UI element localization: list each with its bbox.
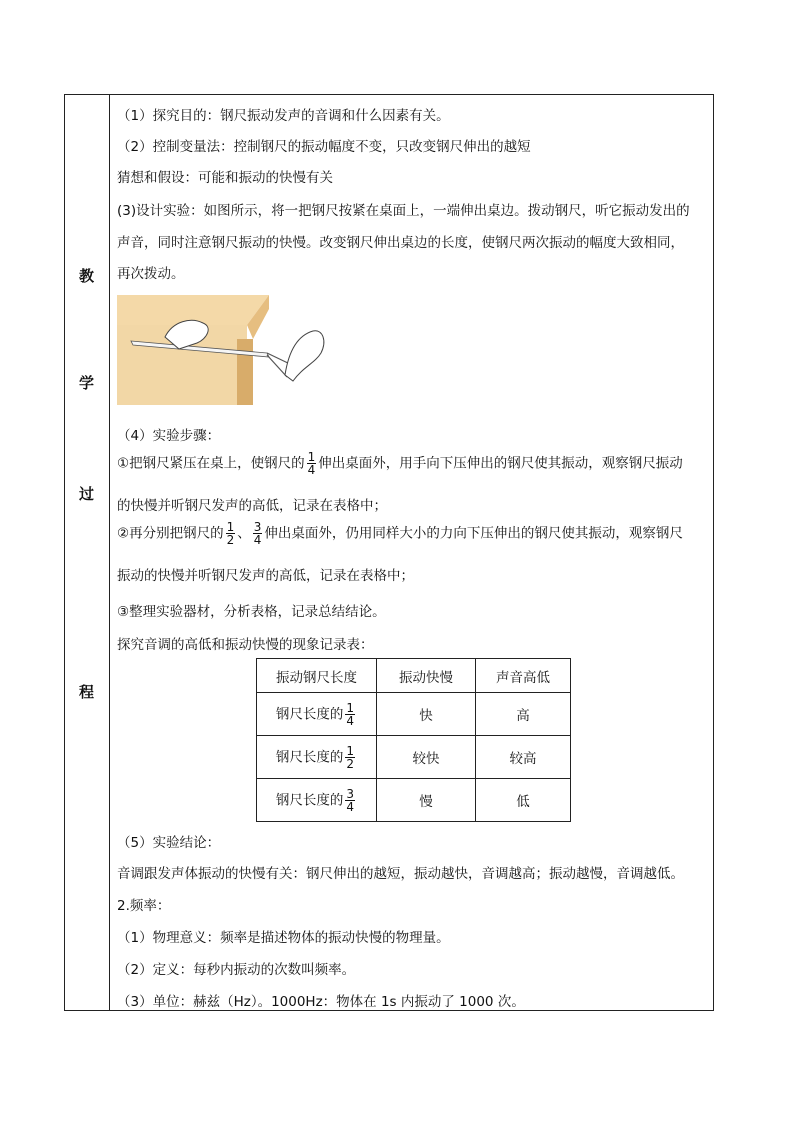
text-line: 声音，同时注意钢尺振动的快慢。改变钢尺伸出桌边的长度，使钢尺两次振动的幅度大致相同， bbox=[117, 235, 684, 251]
length-cell: 钢尺长度的 $\frac{1}{4}$ bbox=[257, 693, 377, 736]
text-line: （3）单位：赫兹（Hz）。1000Hz：物体在 1s 内振动了 1000 次。 bbox=[117, 994, 525, 1010]
speed-cell: 快 bbox=[377, 693, 476, 736]
side-label-xue: 学 bbox=[78, 374, 94, 392]
header-cell: 振动快慢 bbox=[377, 659, 476, 693]
text-line: 探究音调的高低和振动快慢的现象记录表： bbox=[117, 637, 374, 653]
right-hand bbox=[285, 331, 324, 381]
table-row bbox=[257, 736, 571, 779]
fraction-one-half: $\frac{1}{2}$ bbox=[226, 520, 235, 547]
text-line: 振动的快慢并听钢尺发声的高低，记录在表格中； bbox=[117, 568, 414, 584]
pitch-record-table bbox=[256, 658, 571, 822]
text-line: 的快慢并听钢尺发声的高低，记录在表格中； bbox=[117, 498, 387, 514]
side-label-jiao: 教 bbox=[78, 267, 94, 285]
header-cell: 振动钢尺长度 bbox=[257, 659, 377, 693]
text-line: （5）实验结论： bbox=[117, 835, 221, 851]
text-line: （2）控制变量法：控制钢尺的振动幅度不变，只改变钢尺伸出的越短 bbox=[117, 139, 531, 155]
column-divider bbox=[109, 94, 110, 1011]
table-header-row bbox=[257, 659, 571, 693]
fraction-three-quarters: $\frac{3}{4}$ bbox=[253, 520, 262, 547]
speed-cell: 慢 bbox=[377, 779, 476, 822]
text-line: 2.频率： bbox=[117, 898, 171, 914]
length-cell: 钢尺长度的 $\frac{3}{4}$ bbox=[257, 779, 377, 822]
pitch-cell: 低 bbox=[476, 779, 571, 822]
step-1-line: ①把钢尺紧压在桌上，使钢尺的 $\frac{1}{4}$ 伸出桌面外，用手向下压伸出的钢尺使其振动，观察钢尺振动 bbox=[117, 450, 683, 477]
text-line: （2）定义：每秒内振动的次数叫频率。 bbox=[117, 962, 356, 978]
text-line: （4）实验步骤： bbox=[117, 428, 221, 444]
text-line: （1）物理意义：频率是描述物体的振动快慢的物理量。 bbox=[117, 930, 450, 946]
pitch-cell: 高 bbox=[476, 693, 571, 736]
text-line: 猜想和假设：可能和振动的快慢有关 bbox=[117, 170, 333, 186]
text-line: 音调跟发声体振动的快慢有关：钢尺伸出的越短，振动越快，音调越高；振动越慢，音调越低。 bbox=[117, 866, 684, 882]
side-label-guo: 过 bbox=[78, 485, 94, 503]
header-cell: 声音高低 bbox=[476, 659, 571, 693]
table-row bbox=[257, 693, 571, 736]
length-cell: 钢尺长度的 $\frac{1}{2}$ bbox=[257, 736, 377, 779]
pitch-cell: 较高 bbox=[476, 736, 571, 779]
table-row bbox=[257, 779, 571, 822]
text-line: ③整理实验器材，分析表格，记录总结结论。 bbox=[117, 604, 386, 620]
fraction-one-quarter: $\frac{1}{4}$ bbox=[307, 450, 316, 477]
speed-cell: 较快 bbox=[377, 736, 476, 779]
text-line: (3)设计实验：如图所示，将一把钢尺按紧在桌面上，一端伸出桌边。拨动钢尺，听它振动发出的 bbox=[117, 203, 690, 219]
table-leg bbox=[237, 339, 253, 405]
text-line: 再次拨动。 bbox=[117, 266, 185, 282]
ruler-experiment-illustration bbox=[117, 295, 329, 405]
side-label-cheng: 程 bbox=[78, 683, 94, 701]
step-2-line: ②再分别把钢尺的 $\frac{1}{2}$ 、 $\frac{3}{4}$ 伸出桌面外，仍用同样大小的力向下压伸出的钢尺使其振动，观察钢尺 bbox=[117, 520, 683, 547]
text-line: （1）探究目的：钢尺振动发声的音调和什么因素有关。 bbox=[117, 108, 450, 124]
